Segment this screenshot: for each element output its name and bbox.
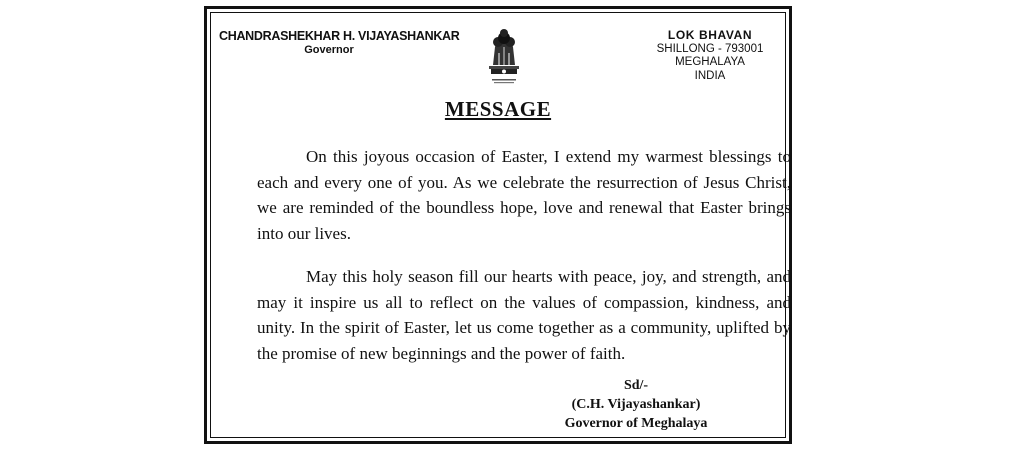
address-line-3: MEGHALAYA	[675, 56, 745, 68]
message-paragraph-1: On this joyous occasion of Easter, I extend my warmest blessings to each and every one of you. As we celebrate the resurrection of Jesus Christ, we are reminded of the boundless hope, love and renewal that Easter brings into our lives.	[257, 147, 791, 243]
state-emblem-icon	[485, 25, 523, 87]
address-line-4: INDIA	[694, 69, 726, 82]
governor-header	[219, 29, 469, 56]
address-line-2: SHILLONG - 793001	[656, 42, 764, 55]
signature-block	[551, 376, 721, 433]
signature-sd: Sd/-	[623, 378, 649, 393]
address-line-1: LOK BHAVAN	[667, 28, 753, 42]
message-frame-inner	[210, 12, 791, 438]
message-title: MESSAGE	[444, 97, 552, 121]
signature-name: (C.H. Vijayashankar)	[571, 397, 701, 412]
message-paragraph-2: May this holy season fill our hearts with peace, joy, and strength, and may it inspire us all to reflect on the values of compassion, kindness, and unity. In the spirit of Easter, let us come together as a community, uplifted by the promise of new beginnings and the power of faith.	[257, 267, 791, 363]
governor-role: Governor	[304, 44, 354, 56]
message-frame	[204, 6, 792, 444]
governor-name: CHANDRASHEKHAR H. VIJAYASHANKAR	[219, 29, 460, 43]
address-block	[655, 29, 765, 83]
signature-designation: Governor of Meghalaya	[564, 416, 708, 431]
